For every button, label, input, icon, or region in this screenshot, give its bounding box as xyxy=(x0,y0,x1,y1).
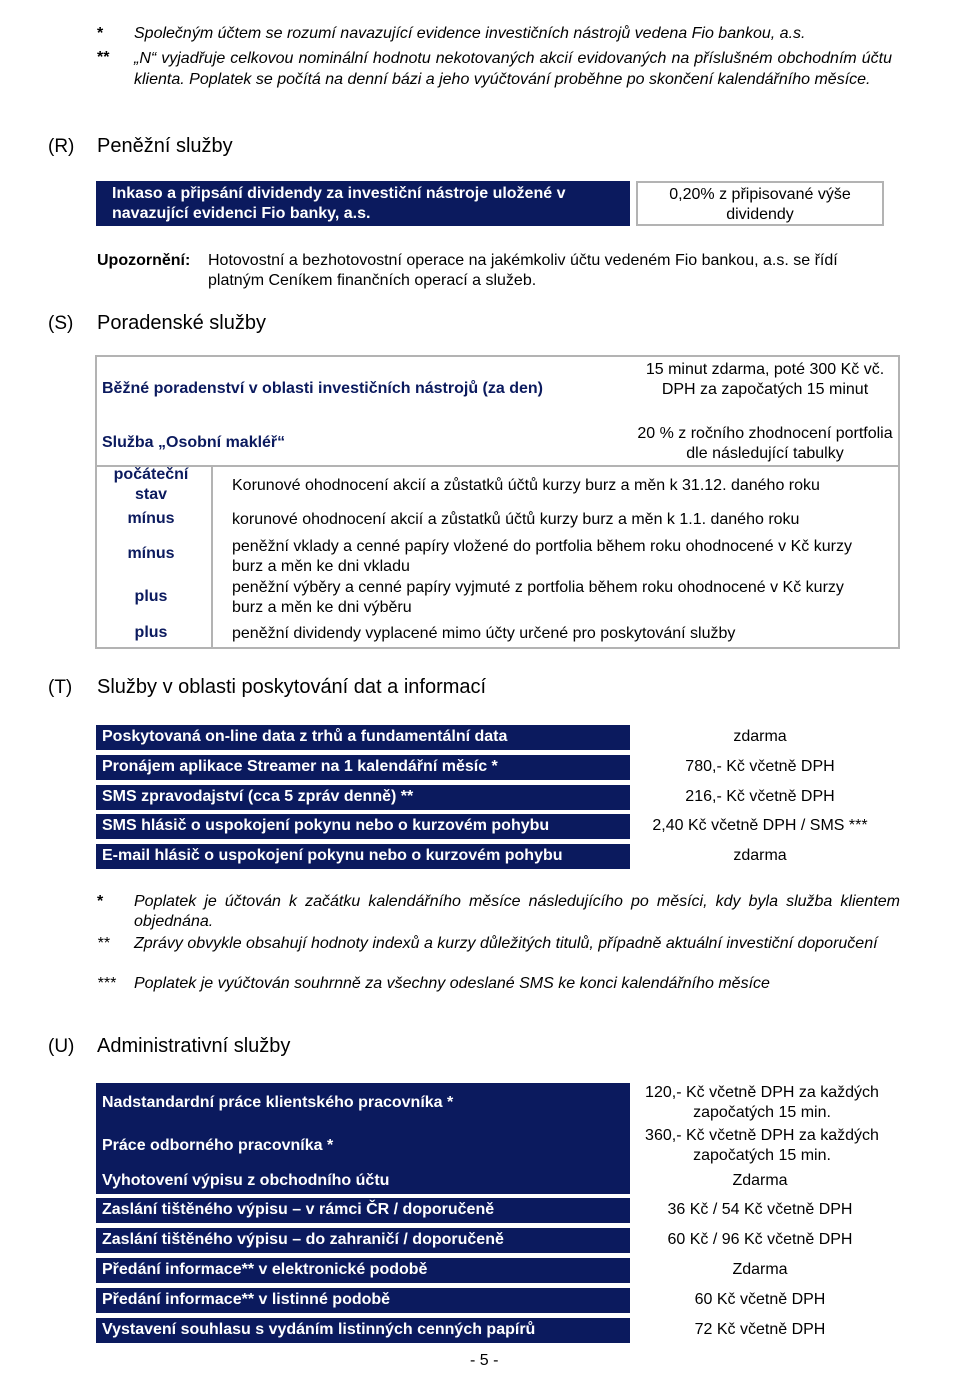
footnote-mark: *** xyxy=(97,975,116,992)
admin-service-price: 60 Kč / 96 Kč včetně DPH xyxy=(667,1231,853,1248)
admin-service-label: Předání informace** v elektronické podobě xyxy=(96,1258,630,1283)
data-service-label: SMS hlásič o uspokojení pokynu nebo o kurzovém pohybu xyxy=(96,814,630,839)
admin-service-label: Předání informace** v listinné podobě xyxy=(96,1288,630,1313)
calc-operator: mínus xyxy=(127,510,175,527)
section-title: Peněžní služby xyxy=(97,135,233,157)
advisory-basic-label: Běžné poradenství v oblasti investičních nástrojů (za den) xyxy=(102,380,543,397)
admin-service-price: 36 Kč / 54 Kč včetně DPH xyxy=(667,1201,853,1218)
divider xyxy=(211,465,213,649)
section-letter: (U) xyxy=(48,1036,75,1057)
data-service-label: SMS zpravodajství (cca 5 zpráv denně) ** xyxy=(96,785,630,810)
footnote-mark: ** xyxy=(97,49,110,66)
data-service-price: 780,- Kč včetně DPH xyxy=(685,758,835,775)
admin-service-price: 72 Kč včetně DPH xyxy=(694,1321,826,1338)
calc-operator: mínus xyxy=(127,545,175,562)
section-title: Poradenské služby xyxy=(97,312,266,334)
warning-text: Hotovostní a bezhotovostní operace na jakémkoliv účtu vedeném Fio bankou, a.s. se řídí platným Ceníkem finančních operací a služeb. xyxy=(208,252,838,289)
data-service-label: Poskytovaná on-line data z trhů a fundamentální data xyxy=(96,725,630,750)
page-number: - 5 - xyxy=(470,1352,499,1369)
footnote-text: „N“ vyjadřuje celkovou nominální hodnotu nekotovaných akcií evidovaných na příslušném obchodním účtu klienta. Poplatek se počítá na denní bázi a jeho vyúčtování proběhne po skončení kalendářního měsíce. xyxy=(134,50,892,88)
admin-service-label: Vystavení souhlasu s vydáním listinných cenných papírů xyxy=(96,1318,630,1343)
admin-service-label: Zaslání tištěného výpisu – do zahraničí / doporučeně xyxy=(96,1228,630,1253)
admin-service-price: Zdarma xyxy=(732,1172,788,1189)
advisory-broker-label: Služba „Osobní makléř“ xyxy=(102,434,286,451)
data-service-price: 2,40 Kč včetně DPH / SMS *** xyxy=(652,817,868,834)
admin-service-price: 360,- Kč včetně DPH za každých započatých 15 min. xyxy=(645,1127,879,1164)
admin-service-price: 60 Kč včetně DPH xyxy=(694,1291,826,1308)
data-service-price: zdarma xyxy=(733,847,787,864)
footnote-mark: * xyxy=(97,893,104,910)
warning-label: Upozornění: xyxy=(97,252,191,269)
admin-service-price: Zdarma xyxy=(732,1261,788,1278)
data-service-label: Pronájem aplikace Streamer na 1 kalendářní měsíc * xyxy=(96,755,630,780)
admin-service-label: Vyhotovení výpisu z obchodního účtu xyxy=(96,1169,630,1194)
divider xyxy=(95,465,900,467)
calc-description: Korunové ohodnocení akcií a zůstatků účtů kurzy burz a měn k 31.12. daného roku xyxy=(232,477,820,494)
footnote-mark: ** xyxy=(97,935,110,952)
calc-description: peněžní výběry a cenné papíry vyjmuté z portfolia během roku ohodnocené v Kč kurzy burz a měn ke dni výběru xyxy=(232,579,844,616)
section-letter: (S) xyxy=(48,313,74,334)
advisory-basic-price: 15 minut zdarma, poté 300 Kč vč. DPH za započatých 15 minut xyxy=(645,361,885,398)
data-service-price: zdarma xyxy=(733,728,787,745)
calc-description: peněžní dividendy vyplacené mimo účty určené pro poskytování služby xyxy=(232,625,736,642)
section-letter: (T) xyxy=(48,677,73,698)
data-service-label: E-mail hlásič o uspokojení pokynu nebo o kurzovém pohybu xyxy=(96,844,630,869)
advisory-broker-price: 20 % z ročního zhodnocení portfolia dle následující tabulky xyxy=(637,425,893,462)
admin-service-label: Nadstandardní práce klientského pracovníka * xyxy=(96,1083,630,1126)
calc-operator: plus xyxy=(134,624,168,641)
admin-service-label: Zaslání tištěného výpisu – v rámci ČR / doporučeně xyxy=(96,1198,630,1223)
admin-service-price: 120,- Kč včetně DPH za každých započatých 15 min. xyxy=(645,1084,879,1121)
footnote-text: Společným účtem se rozumí navazující evidence investičních nástrojů vedena Fio bankou, a.s. xyxy=(134,25,806,42)
section-letter: (R) xyxy=(48,136,75,157)
footnote-text: Poplatek je účtován k začátku kalendářního měsíce následujícího po měsíci, kdy byla služba klientem objednána. xyxy=(134,893,900,930)
data-service-price: 216,- Kč včetně DPH xyxy=(685,788,835,805)
section-title: Služby v oblasti poskytování dat a informací xyxy=(97,676,487,698)
calc-description: korunové ohodnocení akcií a zůstatků účtů kurzy burz a měn k 1.1. daného roku xyxy=(232,511,800,528)
money-service-label: Inkaso a připsání dividendy za investiční nástroje uložené v navazující evidenci Fio banky, a.s. xyxy=(96,181,630,226)
footnote-text: Poplatek je vyúčtován souhrnně za všechny odeslané SMS ke konci kalendářního měsíce xyxy=(134,975,770,992)
calc-operator: plus xyxy=(134,588,168,605)
section-title: Administrativní služby xyxy=(97,1035,291,1057)
calc-description: peněžní vklady a cenné papíry vložené do portfolia během roku ohodnocené v Kč kurzy burz a měn ke dni vkladu xyxy=(232,538,852,575)
calc-operator: počáteční stav xyxy=(113,466,189,503)
money-service-price: 0,20% z připisované výše dividendy xyxy=(636,181,884,226)
footnote-text: Zprávy obvykle obsahují hodnoty indexů a kurzy důležitých titulů, případně aktuální investiční doporučení xyxy=(134,935,878,952)
footnote-mark: * xyxy=(97,25,104,42)
admin-service-label: Práce odborného pracovníka * xyxy=(96,1126,630,1169)
